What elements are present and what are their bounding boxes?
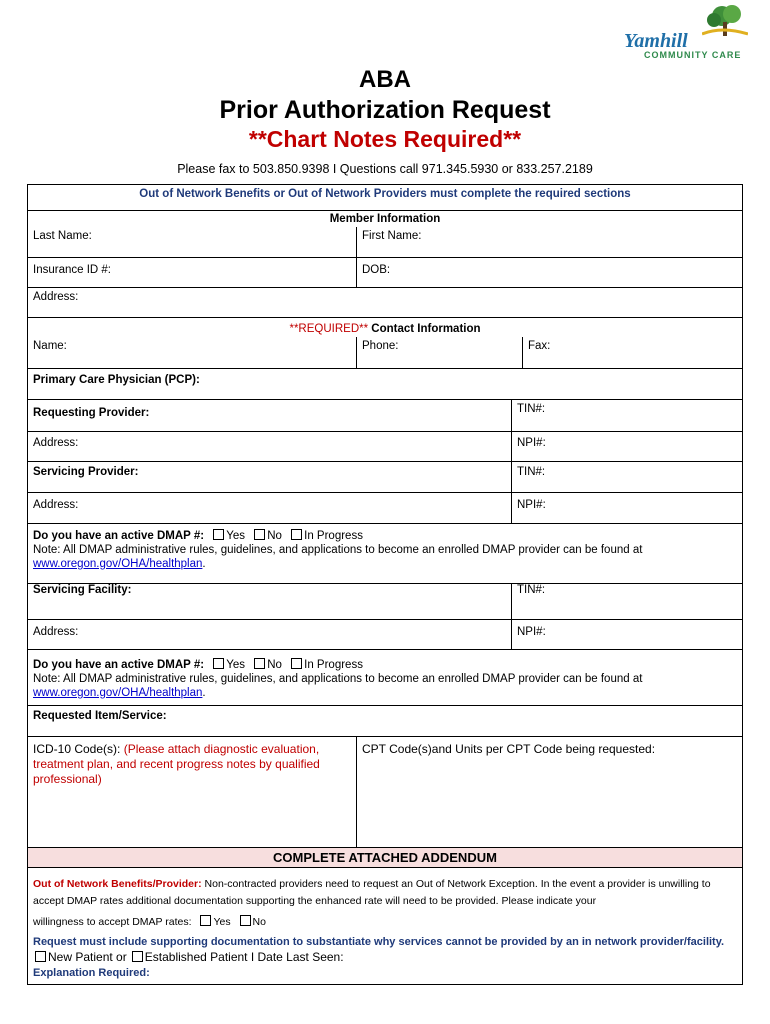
dmap-progress-label: In Progress: [304, 530, 363, 542]
pcp-field[interactable]: [28, 369, 742, 399]
oon-row: [28, 868, 742, 984]
rates-yes-checkbox[interactable]: [200, 915, 211, 926]
contact-info-label: Contact Information: [371, 323, 481, 335]
contact-phone-label: Phone:: [362, 340, 399, 352]
icd-codes-label: ICD-10 Code(s):: [33, 742, 121, 756]
first-name-label: First Name:: [362, 230, 422, 242]
dob-field[interactable]: [356, 258, 742, 287]
dmap-link-period: .: [202, 558, 206, 570]
requesting-address-field[interactable]: [28, 432, 511, 461]
insurance-id-label: Insurance ID #:: [33, 264, 111, 276]
authorization-form: [27, 184, 743, 985]
requesting-provider-label: Requesting Provider:: [33, 407, 150, 419]
insurance-id-field[interactable]: [28, 258, 356, 287]
new-patient-checkbox[interactable]: [35, 951, 46, 962]
out-of-network-banner: Out of Network Benefits or Out of Network Providers must complete the required sections: [139, 188, 631, 200]
servicing-address-label: Address:: [33, 499, 79, 511]
contact-name-label: Name:: [33, 340, 67, 352]
requesting-npi-field[interactable]: [511, 432, 742, 461]
new-patient-label: New Patient or: [48, 950, 127, 964]
contact-phone-field[interactable]: [356, 337, 522, 368]
requesting-provider-row: [28, 400, 742, 432]
contact-fax-label: Fax:: [528, 340, 551, 352]
facility-dmap-progress-label: In Progress: [304, 659, 363, 671]
addendum-heading: COMPLETE ATTACHED ADDENDUM: [273, 850, 497, 865]
logo-wordmark: Yamhill: [624, 30, 688, 52]
insurance-row: [28, 258, 742, 288]
dmap-note-text: Note: All DMAP administrative rules, guidelines, and applications to become an enrolled DMAP provider can be found at: [33, 544, 643, 556]
facility-dmap-no-checkbox[interactable]: [254, 658, 265, 669]
dmap-question-label: Do you have an active DMAP #:: [33, 530, 205, 542]
cpt-codes-label: CPT Code(s)and Units per CPT Code being requested:: [362, 742, 656, 756]
contact-fax-field[interactable]: [522, 337, 742, 368]
contact-row: [28, 318, 742, 369]
rates-yes-label: Yes: [213, 916, 231, 928]
established-label: Established Patient I Date Last Seen:: [144, 950, 344, 964]
pcp-row: [28, 369, 742, 400]
last-name-label: Last Name:: [33, 230, 92, 242]
requesting-address-label: Address:: [33, 437, 79, 449]
tree-icon: [702, 4, 748, 38]
oon-block: [28, 868, 742, 984]
dmap-question-facility: [33, 658, 737, 672]
icd-codes-note: (Please attach diagnostic evaluation, treatment plan, and recent progress notes by qualified professional): [33, 742, 320, 786]
facility-dmap-yes-label: Yes: [226, 659, 246, 671]
dmap-link[interactable]: www.oregon.gov/OHA/healthplan: [33, 558, 203, 570]
rates-no-checkbox[interactable]: [240, 915, 251, 926]
dmap-no-label: No: [267, 530, 282, 542]
contact-line: Please fax to 503.850.9398 I Questions call 971.345.5930 or 833.257.2189: [177, 162, 593, 176]
requesting-npi-label: NPI#:: [517, 437, 546, 449]
facility-dmap-question-label: Do you have an active DMAP #:: [33, 659, 205, 671]
oon-text: Non-contracted providers need to request an Out of Network Exception. In the event a provider is unwilling to accept DMAP rates additional documentation supporting the enhanced rate will need to be provided. Please indicate your: [33, 878, 711, 907]
oon-paragraph: [33, 876, 737, 910]
facility-address-row: [28, 620, 742, 650]
facility-npi-field[interactable]: [511, 620, 742, 649]
facility-dmap-note-text: Note: All DMAP administrative rules, guidelines, and applications to become an enrolled DMAP provider can be found at: [33, 673, 643, 685]
cpt-codes-field[interactable]: [356, 737, 742, 847]
form-title-aba: ABA: [359, 66, 411, 93]
oon-label: Out of Network Benefits/Provider:: [33, 878, 202, 890]
yamhill-logo: [620, 4, 750, 60]
requested-item-label: Requested Item/Service:: [33, 710, 167, 722]
supporting-docs: [33, 935, 737, 981]
contact-heading: [28, 318, 742, 338]
first-name-field[interactable]: [356, 227, 742, 257]
requested-item-field[interactable]: [28, 706, 742, 736]
dmap-row-provider: [28, 524, 742, 584]
icd-codes-field[interactable]: [28, 737, 356, 847]
requested-item-row: [28, 706, 742, 737]
member-address-label: Address:: [33, 291, 79, 303]
dmap-block-provider: [28, 524, 742, 583]
servicing-facility-row: [28, 584, 742, 620]
facility-dmap-link-period: .: [202, 687, 206, 699]
servicing-address-row: [28, 493, 742, 524]
required-tag: **REQUIRED**: [289, 323, 369, 335]
dmap-progress-checkbox[interactable]: [291, 529, 302, 540]
facility-dmap-note: [33, 672, 737, 700]
dmap-row-facility: [28, 650, 742, 706]
servicing-provider-row: [28, 462, 742, 493]
servicing-npi-label: NPI#:: [517, 499, 546, 511]
facility-tin-label: TIN#:: [517, 584, 546, 596]
willingness-label: willingness to accept DMAP rates:: [33, 916, 192, 928]
servicing-npi-field[interactable]: [511, 493, 742, 523]
facility-dmap-no-label: No: [267, 659, 282, 671]
facility-dmap-link[interactable]: www.oregon.gov/OHA/healthplan: [33, 687, 203, 699]
banner-row: [28, 185, 742, 211]
dmap-block-facility: [28, 650, 742, 705]
established-checkbox[interactable]: [132, 951, 143, 962]
facility-dmap-yes-checkbox[interactable]: [213, 658, 224, 669]
dmap-question-provider: [33, 529, 737, 543]
dmap-note: [33, 543, 737, 571]
member-address-row: [28, 288, 742, 318]
chart-notes-required: **Chart Notes Required**: [248, 126, 522, 152]
member-address-field[interactable]: [28, 288, 742, 317]
pcp-label: Primary Care Physician (PCP):: [33, 374, 200, 386]
logo-subtitle: COMMUNITY CARE: [644, 50, 742, 60]
codes-row: [28, 737, 742, 848]
facility-address-label: Address:: [33, 626, 79, 638]
supporting-docs-text: Request must include supporting documentation to substantiate why services cannot be provided by an in network provider/facility.: [33, 936, 725, 948]
servicing-provider-field[interactable]: [28, 462, 511, 492]
servicing-tin-field[interactable]: [511, 462, 742, 492]
facility-npi-label: NPI#:: [517, 626, 546, 638]
facility-dmap-progress-checkbox[interactable]: [291, 658, 302, 669]
member-info-heading: Member Information: [329, 213, 441, 225]
requesting-tin-field[interactable]: [511, 400, 742, 431]
servicing-facility-field[interactable]: [28, 584, 511, 619]
addendum-row: [28, 848, 742, 868]
servicing-address-field[interactable]: [28, 493, 511, 523]
dob-label: DOB:: [362, 264, 391, 276]
servicing-provider-label: Servicing Provider:: [33, 466, 139, 478]
explanation-label: Explanation Required:: [33, 967, 150, 979]
rates-no-label: No: [252, 916, 266, 928]
requesting-tin-label: TIN#:: [517, 403, 546, 415]
servicing-tin-label: TIN#:: [517, 466, 546, 478]
form-title: Prior Authorization Request: [219, 96, 551, 124]
requesting-address-row: [28, 432, 742, 462]
dmap-no-checkbox[interactable]: [254, 529, 265, 540]
member-name-row: [28, 211, 742, 258]
contact-name-field[interactable]: [28, 337, 356, 368]
servicing-facility-label: Servicing Facility:: [33, 584, 132, 596]
requesting-provider-field[interactable]: [28, 400, 511, 431]
last-name-field[interactable]: [28, 227, 356, 257]
facility-tin-field[interactable]: [511, 584, 742, 619]
facility-address-field[interactable]: [28, 620, 511, 649]
dmap-yes-label: Yes: [226, 530, 246, 542]
dmap-yes-checkbox[interactable]: [213, 529, 224, 540]
dmap-rates-question: [33, 914, 737, 931]
